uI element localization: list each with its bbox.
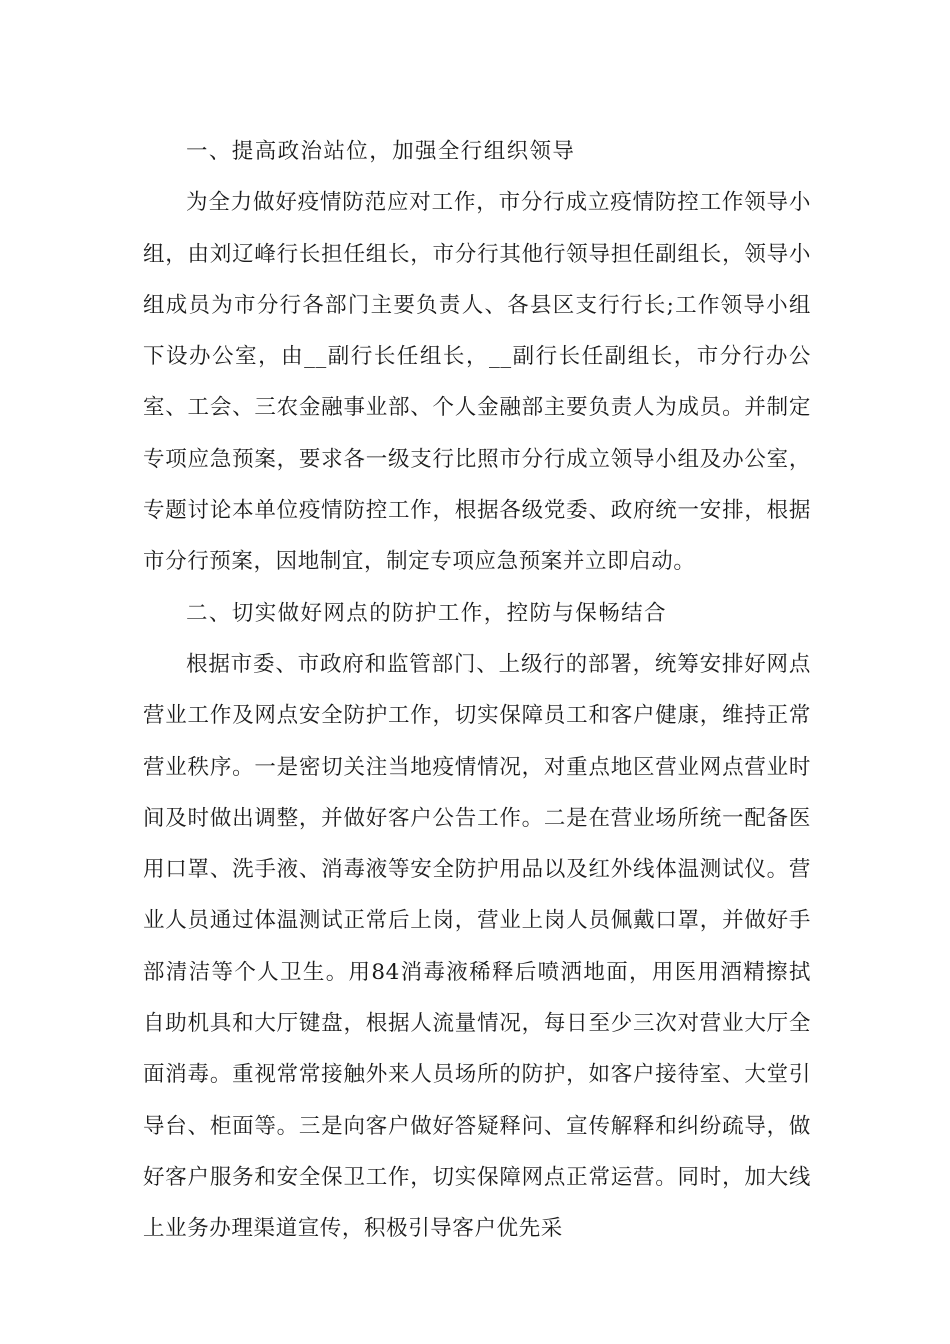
section-paragraph-2: 根据市委、市政府和监管部门、上级行的部署，统筹安排好网点营业工作及网点安全防护工作，切实保障员工和客户健康，维持正常营业秩序。一是密切关注当地疫情情况，对重点地区营业网点营业时间及时做出调整，并做好客户公告工作。二是在营业场所统一配备医用口罩、洗手液、消毒液等安全防护用品以及红外线体温测试仪。营业人员通过体温测试正常后上岗，营业上岗人员佩戴口罩，并做好手部清洁等个人卫生。用84消毒液稀释后喷洒地面，用医用酒精擦拭自助机具和大厅键盘，根据人流量情况，每日至少三次对营业大厅全面消毒。重视常常接触外来人员场所的防护，如客户接待室、大堂引导台、柜面等。三是向客户做好答疑释问、宣传解释和纠纷疏导，做好客户服务和安全保卫工作，切实保障网点正常运营。同时，加大线上业务办理渠道宣传，积极引导客户优先采 xyxy=(143,651,811,1242)
section-paragraph-1: 为全力做好疫情防范应对工作，市分行成立疫情防控工作领导小组，由刘辽峰行长担任组长，市分行其他行领导担任副组长，领导小组成员为市分行各部门主要负责人、各县区支行行长;工作领导小组下设办公室，由__副行长任组长，__副行长任副组长，市分行办公室、工会、三农金融事业部、个人金融部主要负责人为成员。并制定专项应急预案，要求各一级支行比照市分行成立领导小组及办公室，专题讨论本单位疫情防控工作，根据各级党委、政府统一安排，根据市分行预案，因地制宜，制定专项应急预案并立即启动。 xyxy=(143,190,811,575)
section-heading-2: 二、切实做好网点的防护工作，控防与保畅结合 xyxy=(186,600,667,626)
section-heading-1: 一、提高政治站位，加强全行组织领导 xyxy=(186,139,576,164)
document-body xyxy=(143,126,811,1255)
